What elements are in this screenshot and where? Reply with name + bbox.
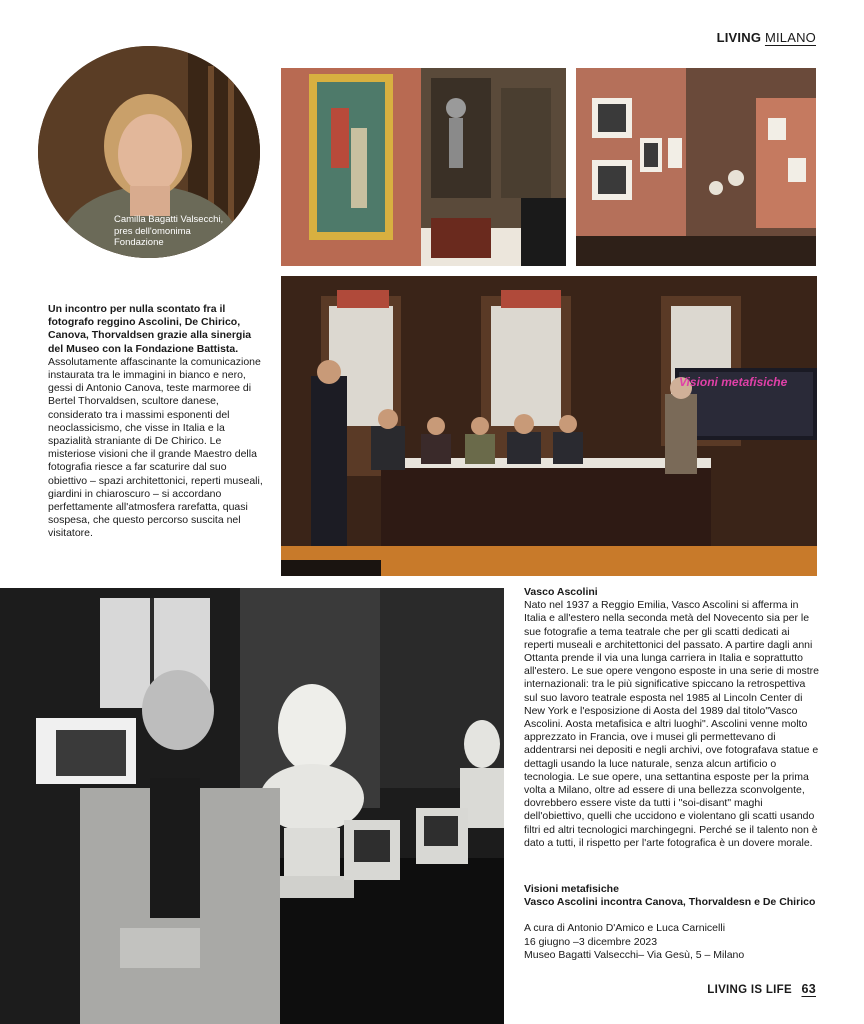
brand-label: LIVING xyxy=(716,30,762,45)
caption-line: pres dell'omonima xyxy=(114,225,191,237)
bio-section xyxy=(524,586,820,850)
page-number: 63 xyxy=(801,982,816,996)
projection-screen-title: Visioni metafisiche xyxy=(679,375,788,389)
exhibition-subtitle: Vasco Ascolini incontra Canova, Thorvaldesn e De Chirico xyxy=(524,896,816,909)
conference-photo xyxy=(281,276,817,576)
exhibition-dates: 16 giugno –3 dicembre 2023 xyxy=(524,935,658,948)
bio-body: Nato nel 1937 a Reggio Emilia, Vasco Ascolini si afferma in Italia e all'estero nella seconda metà del Novecento sia per le sue fotografie a tema teatrale che per gli scatti dedicati ai reperti museali e architettonici del passato. A partire dagli anni Ottanta prende il via una lunga carriera in Italia e soprattutto all'estero. Le sue opere vengono esposte in una serie di mostre internazionali: tra le più significative spiccano la retrospettiva sul suo lavoro teatrale esposta nel 1985 al Lincoln Center di New York e l'esposizione di Aosta del 1989 dal titolo"Vasco Ascolini. Aosta metafisica e altri luoghi". Ascolini venne molto apprezzato in Francia, ove i musei gli permettevano di addentrarsi nei depositi e negli archivi, ove fotografava statue e dettagli usando la luce naturale, senza alcun artificio o tecnologia. Le sue opere, una settantina esposte per la prima volta a Milano, oltre ad essere di una bellezza sconvolgente, dovrebbero essere viste da tutti i "soi-disant" maghi dell'obiettivo, quelli che uccidono e violentano gli scatti usando filtri ed altri tecnologici marchingegni. Perché se il talento non è dato a tutti, il rispetto per l'arte fotografica è un dovere morale. xyxy=(524,599,820,849)
bio-title: Vasco Ascolini xyxy=(524,586,598,598)
exhibition-title: Visioni metafisiche xyxy=(524,883,619,895)
exhibition-room-photo xyxy=(576,68,816,266)
exhibition-curators: A cura di Antonio D'Amico e Luca Carnicelli xyxy=(524,922,726,935)
exhibition-venue: Museo Bagatti Valsecchi– Via Gesù, 5 – Milano xyxy=(524,948,745,961)
intro-paragraph xyxy=(48,303,266,541)
caption-line: Camilla Bagatti Valsecchi, xyxy=(114,214,224,225)
caption-line: Fondazione xyxy=(114,237,164,248)
photographer-bw-photo xyxy=(0,588,504,1024)
gallery-photo xyxy=(281,68,566,266)
section-label: MILANO xyxy=(764,30,816,45)
intro-body: Assolutamente affascinante la comunicazione instaurata tra le immagini in bianco e nero, gessi di Antonio Canova, teste marmoree di Bertel Thorvaldsen, scultore danese, considerato tra i massimi esponenti del neoclassicismo, che visse in Italia e la spazialità straniante di De Chirico. Le misteriose visioni che il grande Maestro della fotografia riesce a far scaturire dal suo obiettivo – spazi architettonici, reperti museali, giardini in chiaroscuro – si accordano perfettamente all'atmosfera rarefatta, quasi sospesa, che questo percorso suscita nel visitatore. xyxy=(48,355,263,540)
section-header xyxy=(717,30,816,45)
portrait-caption xyxy=(114,214,264,249)
intro-lead: Un incontro per nulla scontato fra il fotografo reggino Ascolini, De Chirico, Canova, Thorvaldsen grazie alla sinergia del Museo con la Fondazione Battista. xyxy=(48,303,252,355)
page-footer xyxy=(707,982,816,996)
exhibition-info xyxy=(524,883,820,962)
footer-tagline: LIVING IS LIFE xyxy=(707,984,792,996)
